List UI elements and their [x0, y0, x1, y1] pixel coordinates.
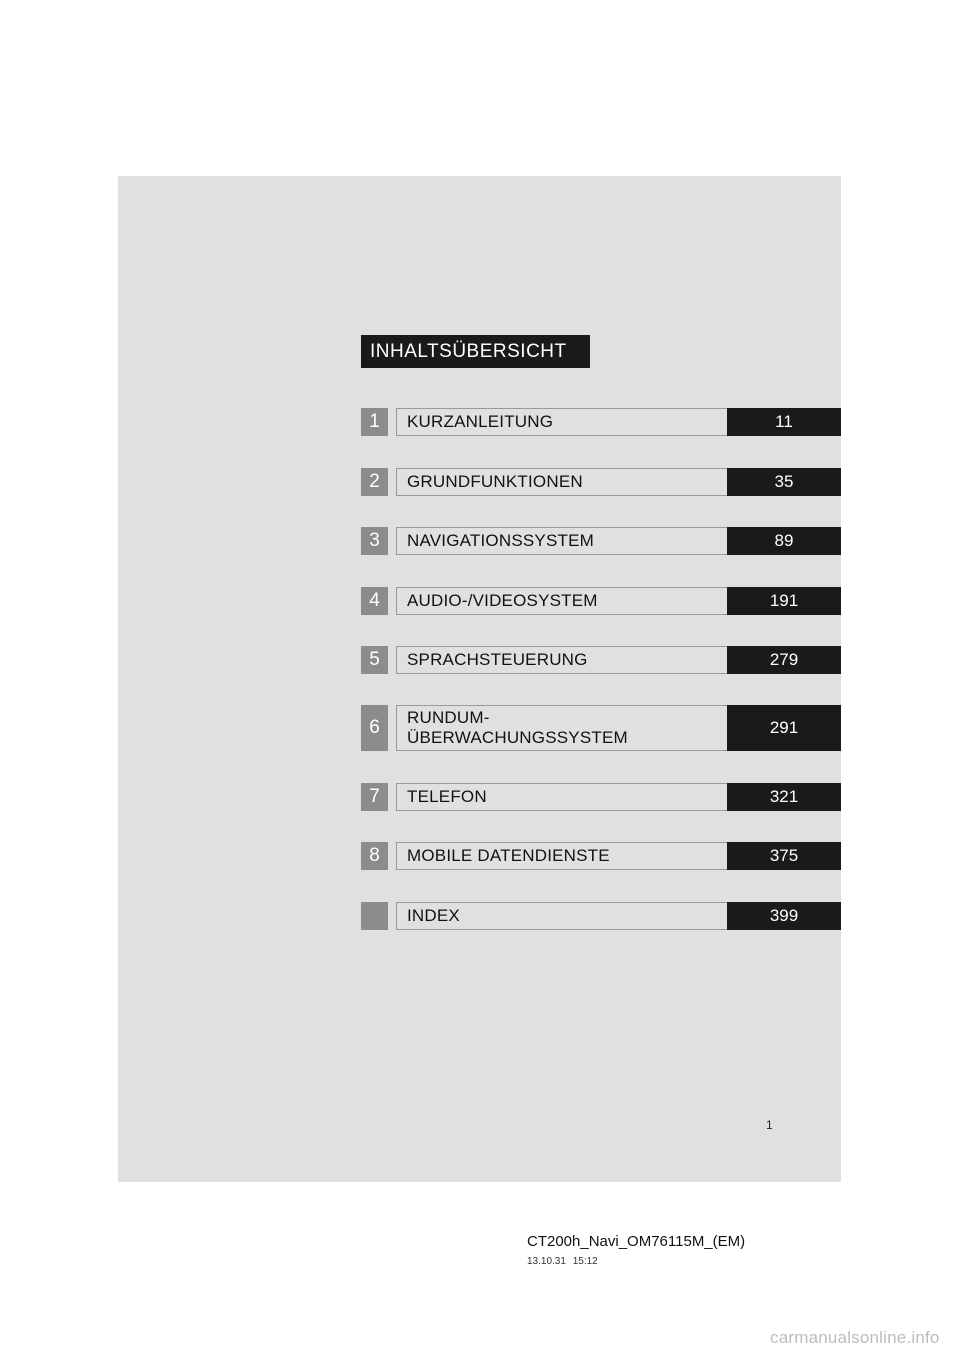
toc-item-telefon[interactable] — [361, 783, 841, 811]
chapter-title: KURZANLEITUNG — [396, 408, 727, 436]
chapter-number: 8 — [361, 842, 388, 870]
chapter-page: 291 — [727, 705, 841, 751]
chapter-number: 6 — [361, 705, 388, 751]
chapter-title: NAVIGATIONSSYSTEM — [396, 527, 727, 555]
toc-item-rundum-ueberwachungssystem[interactable] — [361, 705, 841, 751]
chapter-number: 2 — [361, 468, 388, 496]
chapter-title: RUNDUM- ÜBERWACHUNGSSYSTEM — [396, 705, 727, 751]
toc-heading — [361, 335, 590, 368]
toc-item-navigationssystem[interactable] — [361, 527, 841, 555]
chapter-number: 3 — [361, 527, 388, 555]
toc-item-index[interactable] — [361, 902, 841, 930]
chapter-page: 321 — [727, 783, 841, 811]
chapter-page: 191 — [727, 587, 841, 615]
page-number: 1 — [766, 1118, 773, 1132]
chapter-title: MOBILE DATENDIENSTE — [396, 842, 727, 870]
page-panel — [118, 176, 841, 1182]
chapter-number: 5 — [361, 646, 388, 674]
document-timestamp: 13.10.31 15:12 — [527, 1256, 598, 1267]
toc-item-grundfunktionen[interactable] — [361, 468, 841, 496]
chapter-number: 7 — [361, 783, 388, 811]
chapter-number: 1 — [361, 408, 388, 436]
chapter-page: 35 — [727, 468, 841, 496]
toc-item-mobile-datendienste[interactable] — [361, 842, 841, 870]
chapter-title: SPRACHSTEUERUNG — [396, 646, 727, 674]
chapter-title: AUDIO-/VIDEOSYSTEM — [396, 587, 727, 615]
toc-item-audio-videosystem[interactable] — [361, 587, 841, 615]
toc-heading-text: INHALTSÜBERSICHT — [370, 340, 567, 362]
toc-item-kurzanleitung[interactable] — [361, 408, 841, 436]
chapter-title: GRUNDFUNKTIONEN — [396, 468, 727, 496]
chapter-title: TELEFON — [396, 783, 727, 811]
toc-item-sprachsteuerung[interactable] — [361, 646, 841, 674]
chapter-title: INDEX — [396, 902, 727, 930]
chapter-page: 11 — [727, 408, 841, 436]
watermark-text: carmanualsonline.info — [770, 1328, 940, 1347]
chapter-page: 89 — [727, 527, 841, 555]
chapter-page: 375 — [727, 842, 841, 870]
document-id: CT200h_Navi_OM76115M_(EM) — [527, 1233, 746, 1250]
chapter-page: 279 — [727, 646, 841, 674]
chapter-number: 4 — [361, 587, 388, 615]
chapter-number — [361, 902, 388, 930]
chapter-page: 399 — [727, 902, 841, 930]
